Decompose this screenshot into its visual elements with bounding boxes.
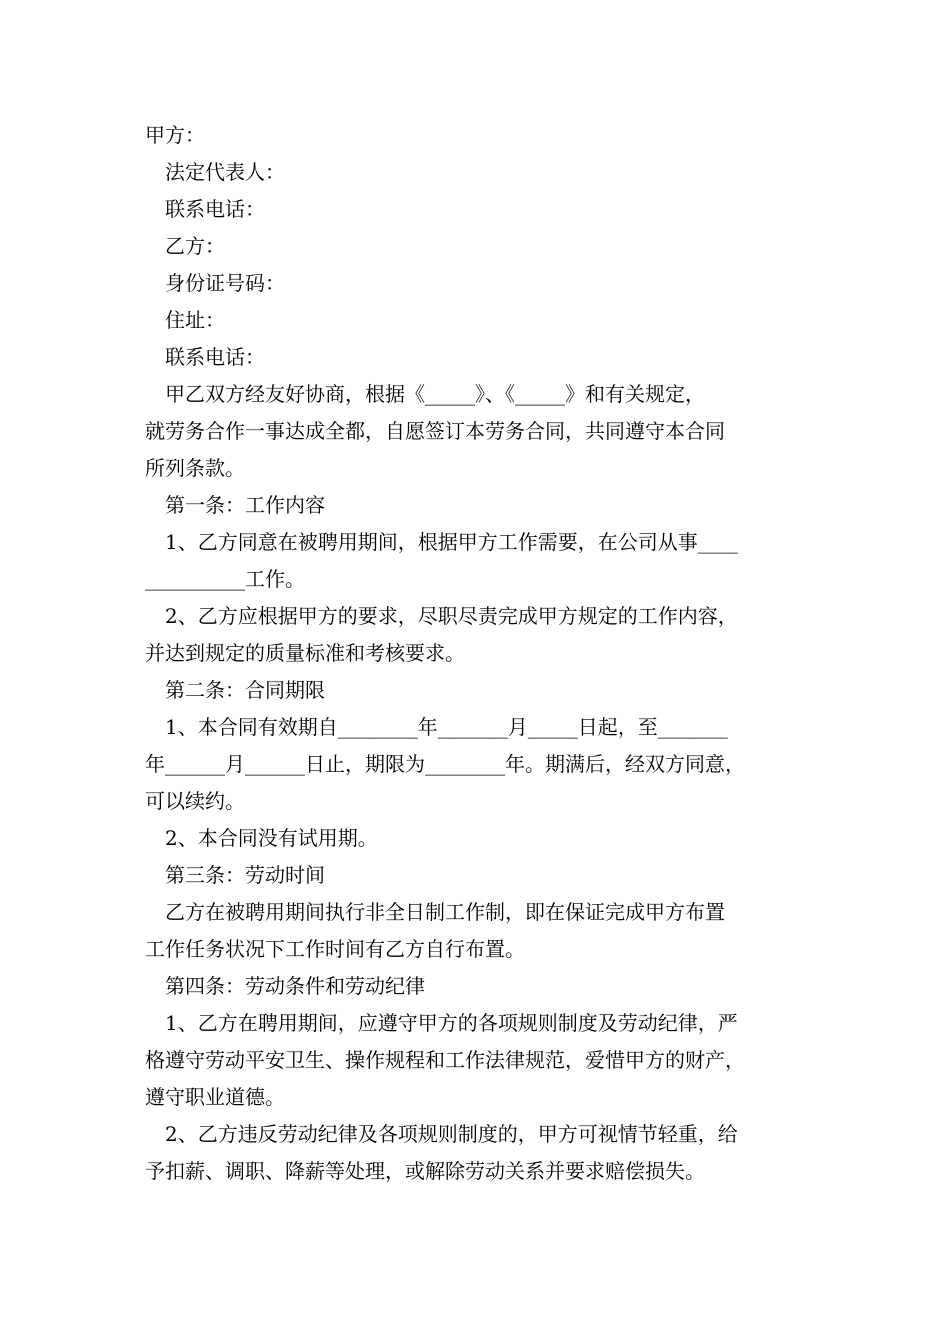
- article-3-heading: 第三条：劳动时间: [165, 863, 325, 887]
- contract-body: [145, 117, 810, 1190]
- party-a-phone-label: 联系电话：: [165, 197, 265, 221]
- party-b-label: 乙方：: [165, 234, 225, 258]
- article-4-clause-2-line: 2、乙方违反劳动纪律及各项规则制度的，甲方可视情节轻重，给: [165, 1122, 738, 1146]
- article-4-clause-2-line: 予扣薪、调职、降薪等处理，或解除劳动关系并要求赔偿损失。: [145, 1159, 705, 1183]
- party-b-phone-label: 联系电话：: [165, 345, 265, 369]
- article-2-heading: 第二条：合同期限: [165, 678, 325, 702]
- article-3-clause-1-line: 乙方在被聘用期间执行非全日制工作制，即在保证完成甲方布置: [165, 900, 725, 924]
- article-2-clause-1-line: 1、本合同有效期自________年_______月_____日起，至_______: [165, 715, 728, 739]
- article-1-clause-1-line: 1、乙方同意在被聘用期间，根据甲方工作需要，在公司从事____: [165, 530, 738, 554]
- article-4-clause-1-line: 1、乙方在聘用期间，应遵守甲方的各项规则制度及劳动纪律，严: [165, 1011, 738, 1035]
- article-4-clause-1-line: 遵守职业道德。: [145, 1085, 285, 1109]
- legal-representative-label: 法定代表人：: [165, 160, 285, 184]
- article-2-clause-2-line: 2、本合同没有试用期。: [165, 826, 378, 850]
- preamble-line: 甲乙双方经友好协商，根据《_____》、《_____》和有关规定，: [165, 382, 705, 406]
- article-2-clause-1-line: 年______月______日止，期限为________年。期满后，经双方同意，: [145, 752, 745, 776]
- article-4-heading: 第四条：劳动条件和劳动纪律: [165, 974, 425, 998]
- party-a-label: 甲方：: [145, 123, 205, 147]
- article-1-clause-1-line: __________工作。: [145, 567, 305, 591]
- preamble-line: 所列条款。: [145, 456, 245, 480]
- article-3-clause-1-line: 工作任务状况下工作时间有乙方自行布置。: [145, 937, 525, 961]
- article-1-heading: 第一条：工作内容: [165, 493, 325, 517]
- address-label: 住址：: [165, 308, 225, 332]
- article-1-clause-2-line: 2、乙方应根据甲方的要求，尽职尽责完成甲方规定的工作内容，: [165, 604, 738, 628]
- id-number-label: 身份证号码：: [165, 271, 285, 295]
- article-1-clause-2-line: 并达到规定的质量标准和考核要求。: [145, 641, 465, 665]
- article-4-clause-1-line: 格遵守劳动平安卫生、操作规程和工作法律规范，爱惜甲方的财产，: [145, 1048, 745, 1072]
- preamble-line: 就劳务合作一事达成全都，自愿签订本劳务合同，共同遵守本合同: [145, 419, 725, 443]
- article-2-clause-1-line: 可以续约。: [145, 789, 245, 813]
